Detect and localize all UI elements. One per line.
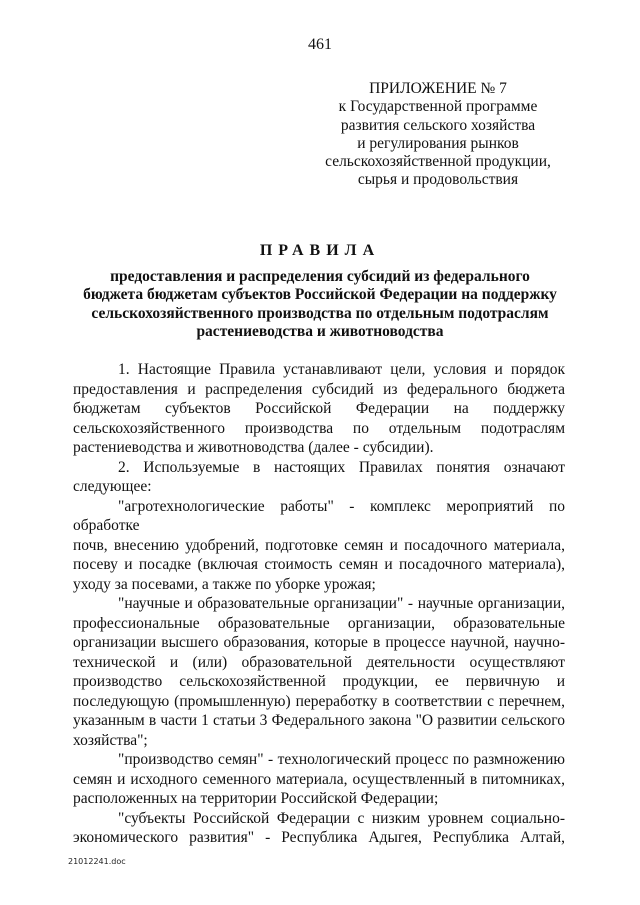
appendix-line: сельскохозяйственной продукции, xyxy=(325,153,551,171)
subtitle-line: сельскохозяйственного производства по отдельным подотраслям xyxy=(91,304,549,322)
appendix-line: ПРИЛОЖЕНИЕ № 7 xyxy=(369,80,507,97)
document-body xyxy=(73,360,565,848)
appendix-line: развития сельского хозяйства xyxy=(340,116,536,134)
body-line: последующую (промышленную) переработку в соответствии с перечнем, xyxy=(73,692,565,710)
appendix-line: сырья и продовольствия xyxy=(357,171,519,189)
body-line: следующее: xyxy=(73,478,152,495)
body-line: почв, внесению удобрений, подготовке семян и посадочного материала, xyxy=(73,536,565,554)
body-line: растениеводства и животноводства (далее - субсидии). xyxy=(73,439,434,456)
body-line: указанным в части 1 статьи 3 Федерального закона "О развитии сельского xyxy=(73,712,565,729)
body-line: бюджетам субъектов Российской Федерации на поддержку xyxy=(73,400,565,417)
body-line: 2. Используемые в настоящих Правилах понятия означают xyxy=(118,458,565,476)
document-title: ПРАВИЛА xyxy=(259,242,381,259)
body-line: организации высшего образования, которые в процессе научной, научно- xyxy=(73,634,565,651)
subtitle-line: предоставления и распределения субсидий из федерального xyxy=(110,268,530,285)
body-line: технической и (или) образовательной деятельности осуществляют xyxy=(73,653,565,671)
body-line: посеву и посадке (включая стоимость семян и посадочного материала), xyxy=(73,556,565,573)
body-line: предоставления и распределения субсидий из федерального бюджета xyxy=(73,380,565,398)
body-line: "субъекты Российской Федерации с низким уровнем социально- xyxy=(118,809,565,827)
body-line: "агротехнологические работы" - комплекс мероприятий по обработке xyxy=(73,497,565,534)
page-number: 461 xyxy=(308,36,332,53)
document-subtitle xyxy=(70,268,570,341)
document-file-code: 21012241.doc xyxy=(68,857,126,866)
body-line: производство сельскохозяйственной продукции, ее первичную и xyxy=(73,673,565,690)
body-line: экономического развития" - Республика Адыгея, Республика Алтай, xyxy=(73,829,565,846)
body-line: семян и исходного семенного материала, осуществленный в питомниках, xyxy=(73,770,565,788)
body-line: "научные и образовательные организации" - научные организации, xyxy=(118,595,565,612)
body-line: уходу за посевами, а также по уборке урожая; xyxy=(73,575,376,593)
appendix-line: к Государственной программе xyxy=(338,98,538,116)
body-line: расположенных на территории Российской Федерации; xyxy=(73,790,439,807)
body-line: профессиональные образовательные организации, образовательные xyxy=(73,614,565,632)
body-line: сельскохозяйственного производства по отдельным подотраслям xyxy=(73,419,565,437)
subtitle-line: бюджета бюджетам субъектов Российской Федерации на поддержку xyxy=(83,286,557,304)
body-line: "производство семян" - технологический процесс по размножению xyxy=(118,751,565,768)
subtitle-line: растениеводства и животноводства xyxy=(196,322,444,340)
body-line: хозяйства"; xyxy=(73,731,148,749)
body-line: 1. Настоящие Правила устанавливают цели, условия и порядок xyxy=(118,361,565,378)
appendix-line: и регулирования рынков xyxy=(357,134,519,152)
appendix-header xyxy=(318,80,558,190)
